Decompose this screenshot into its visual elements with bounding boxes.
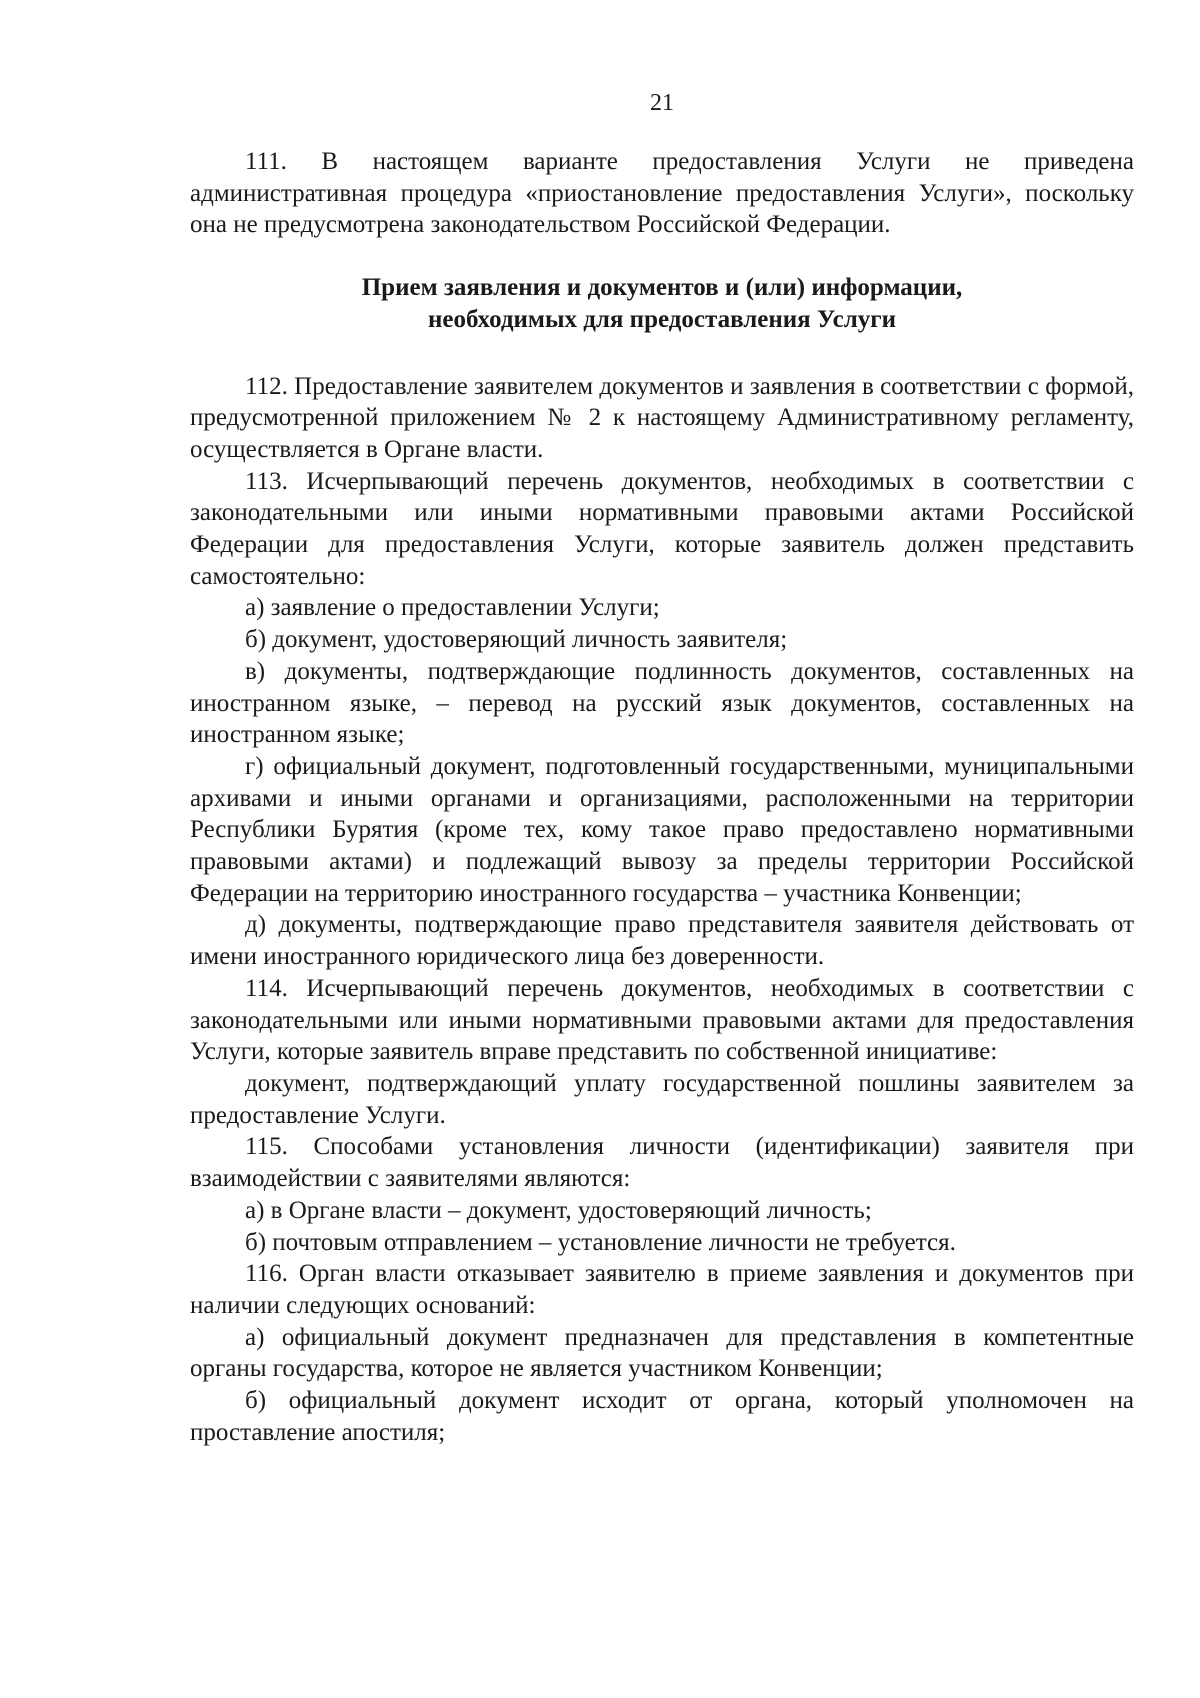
paragraph: 115. Способами установления личности (идентификации) заявителя при взаимодействии с заявителями являются: [190, 1133, 1134, 1193]
page-number: 21 [650, 90, 674, 116]
paragraph: 112. Предоставление заявителем документов и заявления в соответствии с формой, предусмотренной приложением № 2 к настоящему Административному регламенту, осуществляется в Органе власти. [190, 372, 1134, 463]
paragraph: 114. Исчерпывающий перечень документов, необходимых в соответствии с законодательными или иными нормативными правовыми актами для предоставления Услуги, которые заявитель вправе представить по собственной инициативе: [190, 974, 1134, 1066]
list-item: б) документ, удостоверяющий личность заявителя; [245, 626, 788, 654]
list-item: а) заявление о предоставлении Услуги; [245, 594, 660, 622]
list-item: а) официальный документ предназначен для представления в компетентные органы государства, которое не является участником Конвенции; [190, 1323, 1134, 1383]
paragraph: 116. Орган власти отказывает заявителю в приеме заявления и документов при наличии следующих оснований: [190, 1260, 1134, 1319]
list-item: в) документы, подтверждающие подлинность документов, составленных на иностранном языке, – перевод на русский язык документов, составленных на иностранном языке; [190, 657, 1134, 749]
section-heading-line-2: необходимых для предоставления Услуги [428, 305, 896, 333]
section-heading [190, 272, 1134, 335]
document-body [190, 146, 1134, 1448]
list-item: а) в Органе власти – документ, удостоверяющий личность; [245, 1196, 872, 1224]
list-item: б) почтовым отправлением – установление личности не требуется. [245, 1228, 956, 1256]
paragraph-111: 111. В настоящем варианте предоставления Услуги не приведена административная процедура «приостановление предоставления Услуги», поскольку она не предусмотрена законодательством Российской Федерации. [190, 148, 1134, 239]
list-item: г) официальный документ, подготовленный государственными, муниципальными архивами и иными органами и организациями, расположенными на территории Республики Бурятия (кроме тех, кому такое право предоставлено нормативными правовыми актами) и подлежащий вывозу за пределы территории Российской Федерации на территорию иностранного государства – участника Конвенции; [190, 752, 1134, 907]
paragraph: 113. Исчерпывающий перечень документов, необходимых в соответствии с законодательными или иными нормативными правовыми актами Российской Федерации для предоставления Услуги, которые заявитель должен представить самостоятельно: [190, 467, 1134, 590]
list-item: д) документы, подтверждающие право представителя заявителя действовать от имени иностранного юридического лица без доверенности. [190, 911, 1134, 971]
list-item: б) официальный документ исходит от органа, который уполномочен на проставление апостиля; [190, 1387, 1134, 1446]
document-page [190, 0, 1134, 1698]
section-heading-line-1: Прием заявления и документов и (или) информации, [361, 274, 963, 302]
paragraph: документ, подтверждающий уплату государственной пошлины заявителем за предоставление Услуги. [190, 1069, 1134, 1129]
